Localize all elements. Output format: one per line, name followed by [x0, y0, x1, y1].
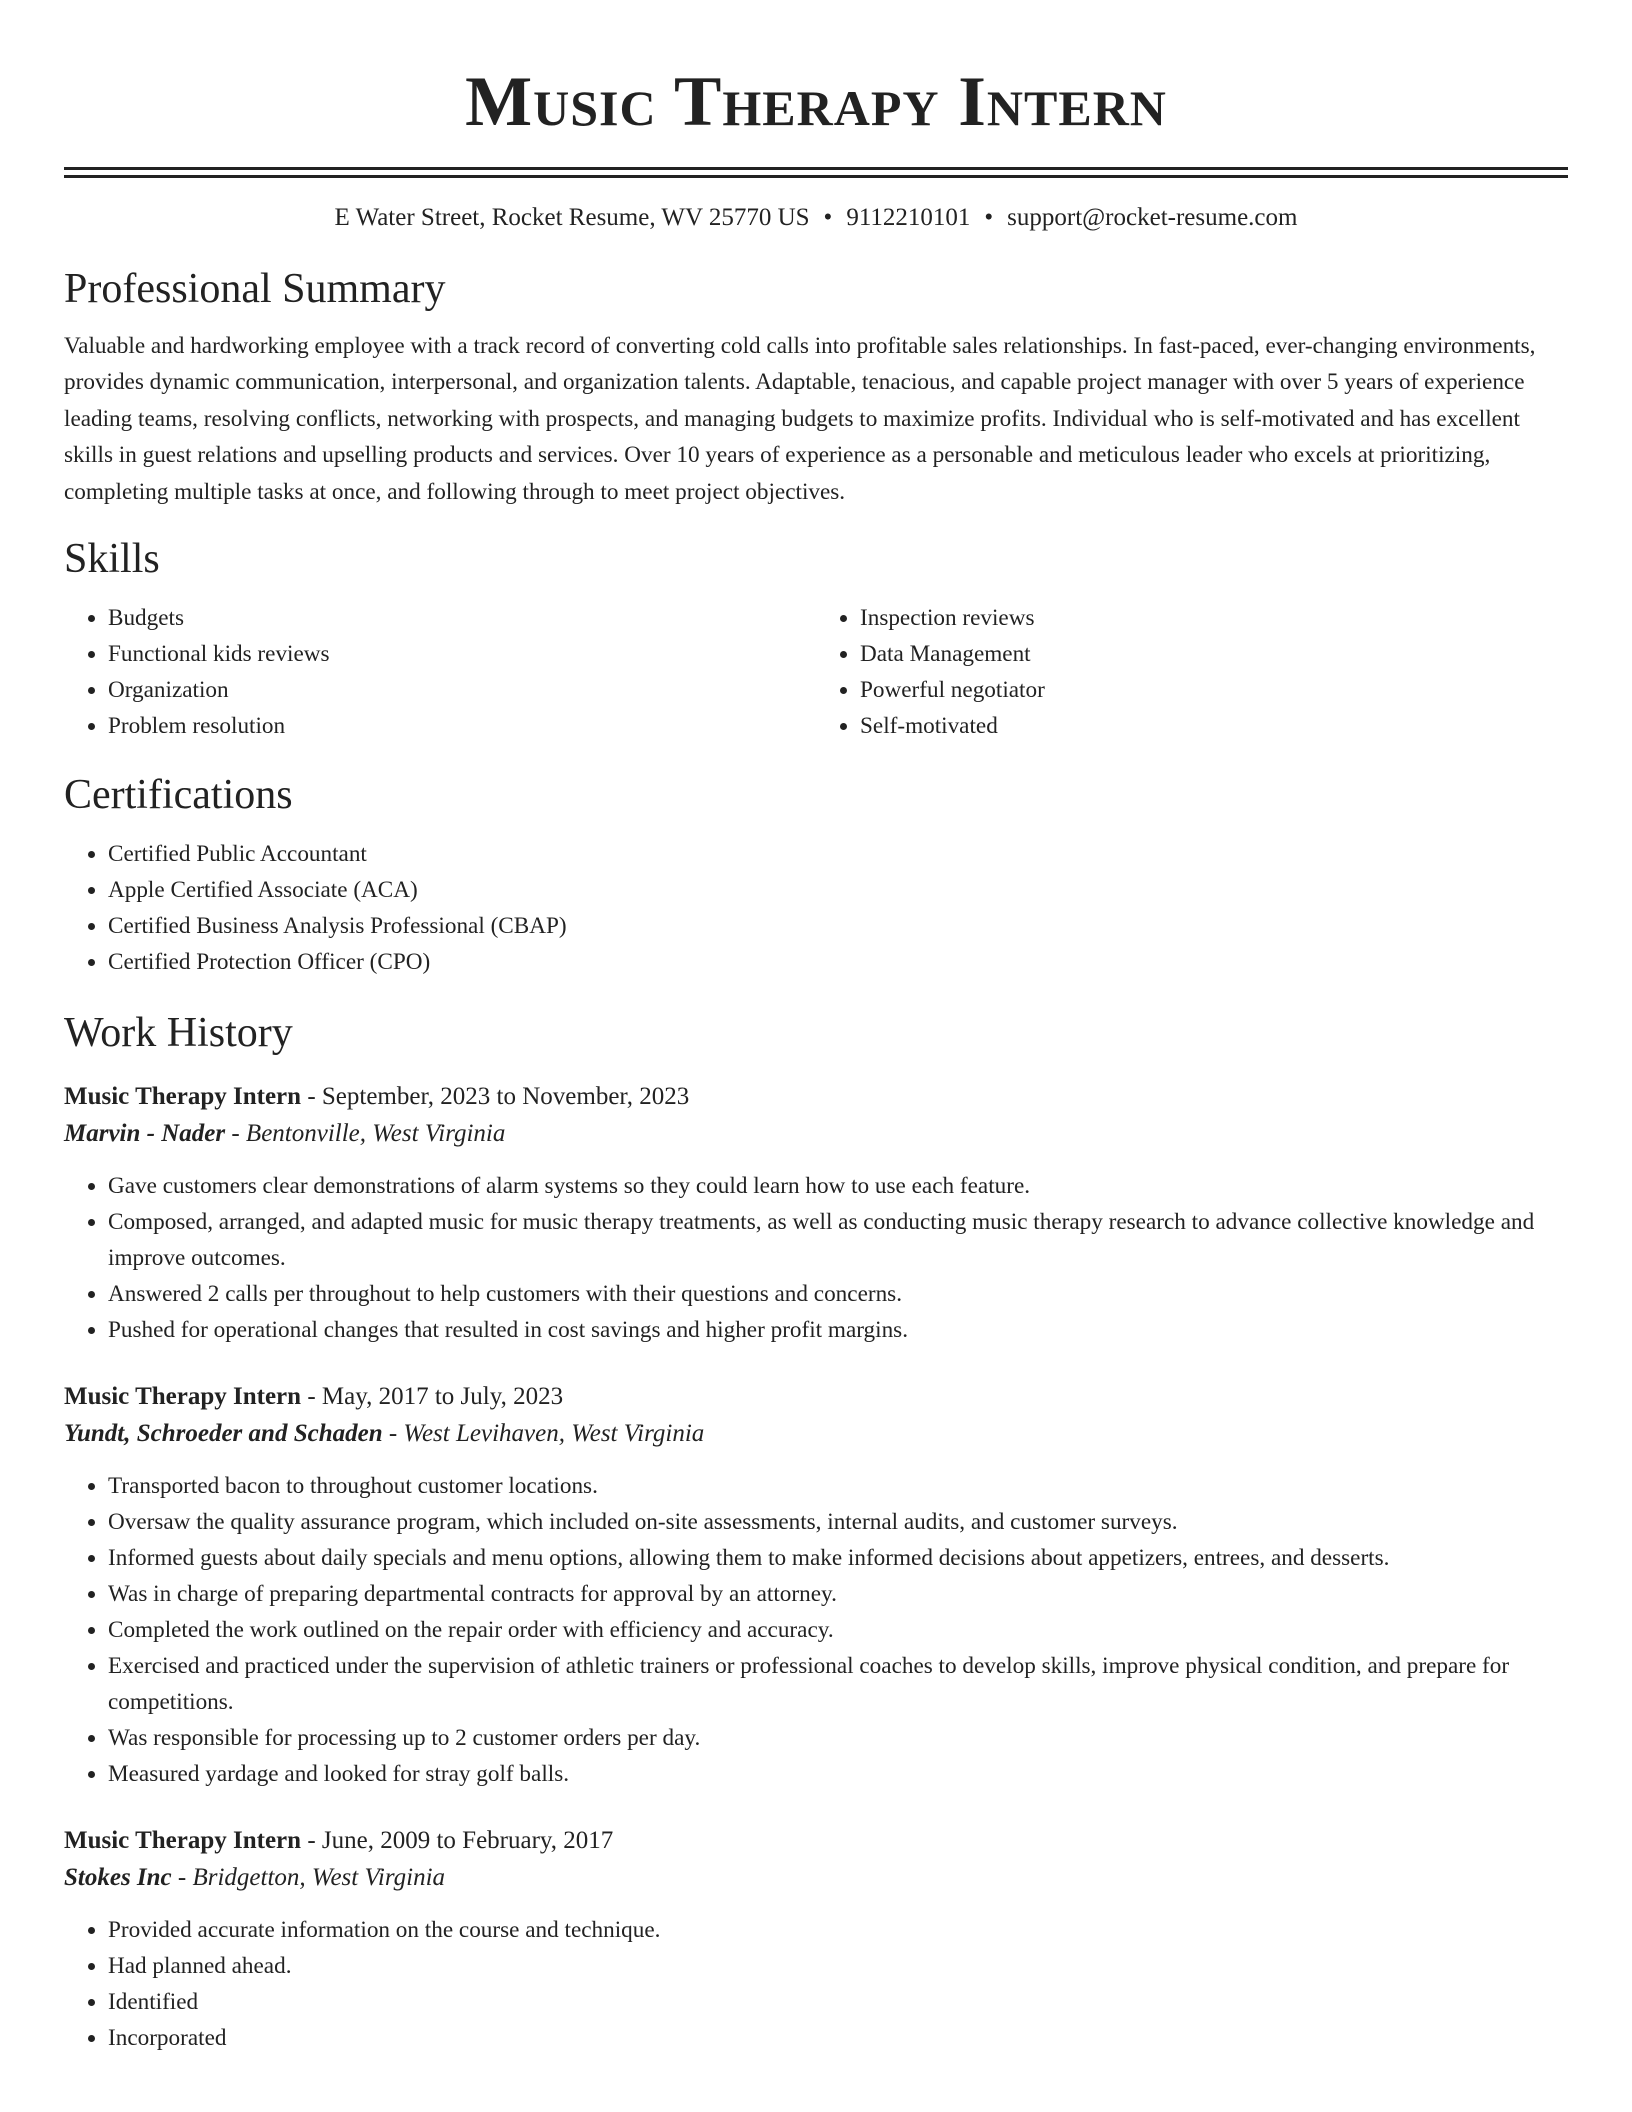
summary-heading: Professional Summary	[64, 266, 446, 312]
contact-phone: 9112210101	[846, 204, 971, 231]
resume-name: Music Therapy Intern	[465, 63, 1167, 141]
skill-item: • Organization	[108, 672, 816, 708]
certifications-heading: Certifications	[64, 772, 293, 819]
contact-separator: •	[823, 204, 833, 231]
skill-item: • Budgets	[108, 600, 816, 636]
job-title: Music Therapy Intern	[64, 1083, 302, 1111]
certification-item: • Certified Protection Officer (CPO)	[108, 944, 1568, 980]
job-company: Yundt, Schroeder and Schaden	[64, 1420, 383, 1448]
job-company: Marvin - Nader	[64, 1120, 226, 1148]
job-location: - Bentonville, West Virginia	[225, 1120, 506, 1148]
job-entry	[64, 1824, 1568, 2056]
job-bullet: • Gave customers clear demonstrations of alarm systems so they could learn how to use each feature.	[108, 1168, 1568, 1204]
resume-page	[64, 0, 1568, 2056]
certification-item: • Certified Public Accountant	[108, 836, 1568, 872]
job-title-line	[64, 1824, 1568, 1858]
header-double-rule	[64, 167, 1568, 178]
certification-item: • Apple Certified Associate (ACA)	[108, 872, 1568, 908]
job-location: - West Levihaven, West Virginia	[382, 1420, 705, 1448]
skill-item: • Self-motivated	[860, 708, 1568, 744]
certifications-list	[64, 836, 1568, 980]
work-history-heading: Work History	[64, 1010, 293, 1057]
skills-list-left	[64, 600, 816, 744]
job-title-line	[64, 1380, 1568, 1414]
skill-item: • Functional kids reviews	[108, 636, 816, 672]
job-bullets	[64, 1168, 1568, 1348]
job-bullet: • Composed, arranged, and adapted music for music therapy treatments, as well as conducting music therapy research to advance collective knowledge and improve outcomes.	[108, 1204, 1568, 1276]
job-bullet: • Was responsible for processing up to 2 customer orders per day.	[108, 1720, 1568, 1756]
skills-list-right	[816, 600, 1568, 744]
job-bullet: • Incorporated	[108, 2020, 1568, 2056]
job-bullets	[64, 1912, 1568, 2056]
contact-line	[64, 202, 1568, 234]
job-bullet: • Pushed for operational changes that resulted in cost savings and higher profit margins.	[108, 1312, 1568, 1348]
job-bullet: • Identified	[108, 1984, 1568, 2020]
job-location: - Bridgetton, West Virginia	[171, 1864, 446, 1892]
job-bullet: • Completed the work outlined on the repair order with efficiency and accuracy.	[108, 1612, 1568, 1648]
job-company-line	[64, 1114, 1568, 1154]
contact-address: E Water Street, Rocket Resume, WV 25770 US	[334, 204, 810, 231]
skill-item: • Problem resolution	[108, 708, 816, 744]
job-bullet: • Measured yardage and looked for stray golf balls.	[108, 1756, 1568, 1792]
job-dates: - September, 2023 to November, 2023	[301, 1083, 690, 1111]
job-bullet: • Provided accurate information on the course and technique.	[108, 1912, 1568, 1948]
job-bullet: • Was in charge of preparing departmental contracts for approval by an attorney.	[108, 1576, 1568, 1612]
job-company-line	[64, 1858, 1568, 1898]
contact-separator: •	[984, 204, 994, 231]
job-company: Stokes Inc	[64, 1864, 172, 1892]
job-bullet: • Informed guests about daily specials and menu options, allowing them to make informed decisions about appetizers, entrees, and desserts.	[108, 1540, 1568, 1576]
skill-item: • Data Management	[860, 636, 1568, 672]
job-bullet: • Transported bacon to throughout customer locations.	[108, 1468, 1568, 1504]
skills-columns	[64, 600, 1568, 744]
job-bullets	[64, 1468, 1568, 1792]
job-entry	[64, 1080, 1568, 1348]
job-company-line	[64, 1414, 1568, 1454]
job-dates: - May, 2017 to July, 2023	[301, 1383, 564, 1411]
job-title-line	[64, 1080, 1568, 1114]
contact-email: support@rocket-resume.com	[1007, 204, 1298, 231]
skills-heading: Skills	[64, 536, 160, 583]
job-bullet: • Exercised and practiced under the supervision of athletic trainers or professional coaches to develop skills, improve physical condition, and prepare for competitions.	[108, 1648, 1568, 1720]
job-dates: - June, 2009 to February, 2017	[301, 1827, 614, 1855]
summary-text: Valuable and hardworking employee with a track record of converting cold calls into profitable sales relationships. In fast-paced, ever-changing environments, provides dynamic communication, interpersonal, and organization talents. Adaptable, tenacious, and capable project manager with over 5 years of experience leading teams, resolving conflicts, networking with prospects, and managing budgets to maximize profits. Individual who is self-motivated and has excellent skills in guest relations and upselling products and services. Over 10 years of experience as a personable and meticulous leader who excels at prioritizing, completing multiple tasks at once, and following through to meet project objectives.	[64, 333, 1536, 505]
skill-item: • Inspection reviews	[860, 600, 1568, 636]
job-bullet: • Oversaw the quality assurance program, which included on-site assessments, internal audits, and customer surveys.	[108, 1504, 1568, 1540]
job-title: Music Therapy Intern	[64, 1827, 302, 1855]
job-bullet: • Had planned ahead.	[108, 1948, 1568, 1984]
skill-item: • Powerful negotiator	[860, 672, 1568, 708]
job-entry	[64, 1380, 1568, 1792]
job-title: Music Therapy Intern	[64, 1383, 302, 1411]
certification-item: • Certified Business Analysis Professional (CBAP)	[108, 908, 1568, 944]
job-bullet: • Answered 2 calls per throughout to help customers with their questions and concerns.	[108, 1276, 1568, 1312]
